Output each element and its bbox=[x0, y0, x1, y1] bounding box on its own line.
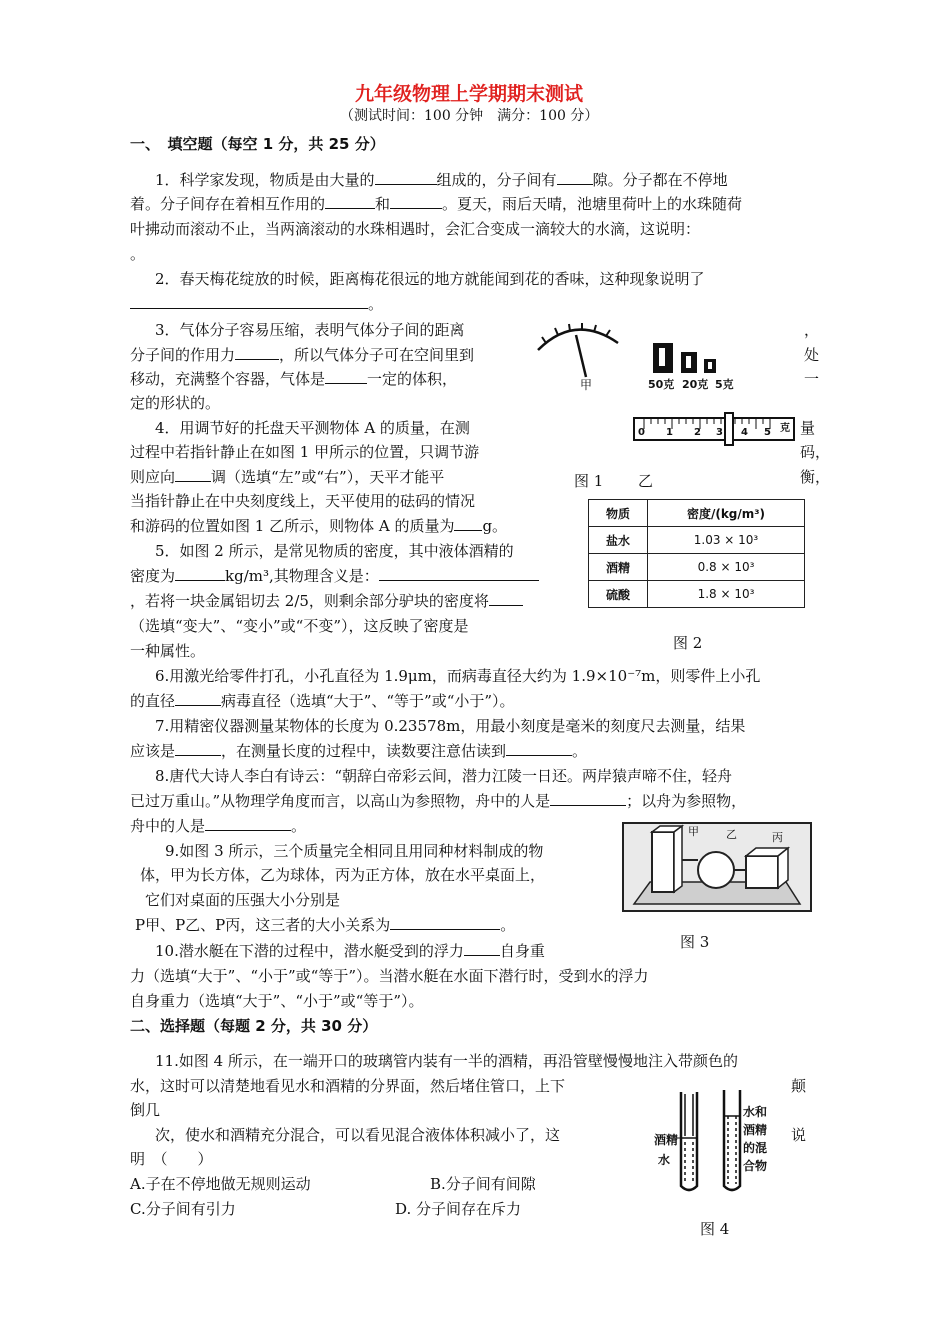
weight-50-label: 50克 bbox=[648, 378, 675, 391]
table-row bbox=[589, 554, 805, 581]
q4-line5: 和游码的位置如图 1 乙所示，则物体 A 的质量为 g。 bbox=[130, 517, 508, 535]
q1-line1: 1．科学家发现，物质是由大量的 组成的，分子间有 隙。分子都在不停地 bbox=[155, 171, 728, 189]
q4-line4: 当指针静止在中央刻度线上，天平使用的砝码的情况 bbox=[130, 492, 476, 510]
table-cell: 1.03 × 10³ bbox=[648, 527, 805, 554]
balance-diagram bbox=[530, 315, 800, 495]
q3-line2: 分子间的作用力 ，所以气体分子可在空间里到 bbox=[130, 346, 475, 364]
q4-line3: 则应向 调（选填“左”或“右”），天平才能平 bbox=[130, 468, 445, 486]
q2-line2: 。 bbox=[130, 294, 383, 314]
q11-line4: 次，使水和酒精充分混合，可以看见混合液体体积减小了，这 bbox=[155, 1126, 561, 1144]
q1-line4: 。 bbox=[130, 245, 146, 263]
table-cell: 0.8 × 10³ bbox=[648, 554, 805, 581]
q1-line3: 叶拂动而滚动不止，当两滴滚动的水珠相遇时，会汇合变成一滴较大的水滴，这说明： bbox=[130, 220, 701, 238]
q9-line3: 它们对桌面的压强大小分别是 bbox=[145, 891, 341, 909]
ruler-tick-0: 0 bbox=[638, 427, 645, 438]
fig4-label-alcohol: 酒精 bbox=[654, 1133, 679, 1147]
q11-line4-right: 说 bbox=[791, 1126, 807, 1144]
figure-3 bbox=[622, 822, 812, 912]
q3-right-3: 一 bbox=[804, 370, 820, 388]
weight-20-label: 20克 bbox=[682, 378, 709, 391]
fig3-bing-label: 丙 bbox=[772, 831, 783, 844]
table-cell: 酒精 bbox=[589, 554, 648, 581]
q5-line5: 一种属性。 bbox=[130, 642, 206, 660]
q11-line2-right: 颠 bbox=[791, 1077, 807, 1095]
option-c[interactable]: C.分子间有引力 bbox=[130, 1200, 236, 1218]
q4-right-3: 衡， bbox=[800, 468, 831, 486]
q7-line1: 7.用精密仪器测量某物体的长度为 0.23578m，用最小刻度是毫米的刻度尺去测量，结果 bbox=[155, 717, 746, 735]
section-1-heading: 一、 填空题（每空 1 分，共 25 分） bbox=[130, 135, 385, 153]
table-header: 密度/(kg/m³) bbox=[648, 500, 805, 527]
fig1-caption: 图 1 bbox=[574, 472, 604, 490]
q2-line1: 2．春天梅花绽放的时候，距离梅花很远的地方就能闻到花的香味，这种现象说明了 bbox=[155, 270, 705, 288]
q3-line3: 移动，充满整个容器，气体是 一定的体积， bbox=[130, 370, 458, 388]
q8-line1: 8.唐代大诗人李白有诗云：“朝辞白帝彩云间，潜力江陵一日还。两岸猿声啼不住，轻舟 bbox=[155, 767, 732, 785]
q3-right-1: ， bbox=[804, 321, 820, 339]
q6-line2: 的直径 病毒直径（选填“大于”、“等于”或“小于”）。 bbox=[130, 692, 515, 710]
option-d[interactable]: D. 分子间存在斥力 bbox=[395, 1200, 522, 1218]
q5-line1: 5．如图 2 所示，是常见物质的密度，其中液体酒精的 bbox=[155, 542, 514, 560]
q3-right-2: 处 bbox=[804, 346, 820, 364]
q4-line2: 过程中若指针静止在如图 1 甲所示的位置，只调节游 bbox=[130, 443, 480, 461]
table-cell: 盐水 bbox=[589, 527, 648, 554]
q11-line2: 水，这时可以清楚地看见水和酒精的分界面，然后堵住管口，上下 bbox=[130, 1077, 566, 1095]
q5-line3: ，若将一块金属铝切去 2/5，则剩余部分驴块的密度将 bbox=[130, 591, 523, 611]
fig4-label-mix-1: 水和 bbox=[743, 1105, 768, 1119]
q10-line2: 力（选填“大于”、“小于”或“等于”）。当潜水艇在水面下潜行时，受到水的浮力 bbox=[130, 967, 649, 985]
q8-line2: 已过万重山。”从物理学角度而言，以高山为参照物，舟中的人是 ；以舟为参照物， bbox=[130, 792, 747, 810]
figure-4 bbox=[648, 1086, 788, 1198]
fig3-jia-label: 甲 bbox=[688, 825, 699, 838]
ruler-tick-1: 1 bbox=[666, 427, 673, 438]
q10-line1: 10.潜水艇在下潜的过程中，潜水艇受到的浮力 自身重 bbox=[155, 942, 545, 960]
q3-line4: 定的形状的。 bbox=[130, 394, 221, 412]
option-b[interactable]: B.分子间有间隙 bbox=[430, 1175, 536, 1193]
fig3-yi-label: 乙 bbox=[726, 828, 737, 841]
q4-right-2: 码， bbox=[800, 443, 831, 461]
q11-line3: 倒几 bbox=[130, 1101, 161, 1119]
q8-line3: 舟中的人是 。 bbox=[130, 817, 307, 835]
fig4-caption: 图 4 bbox=[700, 1220, 730, 1238]
q7-line2: 应该是 ，在测量长度的过程中，读数要注意估读到 。 bbox=[130, 742, 588, 760]
q6-line1: 6.用激光给零件打孔，小孔直径为 1.9μm，而病毒直径大约为 1.9×10⁻⁷m，则零件上小孔 bbox=[155, 667, 761, 685]
q5-line2: 密度为 kg/m³,其物理含义是： bbox=[130, 566, 539, 586]
fig3-caption: 图 3 bbox=[680, 933, 710, 951]
q3-line1: 3．气体分子容易压缩，表明气体分子间的距离 bbox=[155, 321, 465, 339]
q4-line1: 4．用调节好的托盘天平测物体 A 的质量，在测 bbox=[155, 419, 470, 437]
q9-line1: 9.如图 3 所示，三个质量完全相同且用同种材料制成的物 bbox=[165, 842, 544, 860]
test-info: （测试时间：100 分钟 满分：100 分） bbox=[340, 108, 599, 124]
option-a[interactable]: A.子在不停地做无规则运动 bbox=[130, 1175, 311, 1193]
table-cell: 1.8 × 10³ bbox=[648, 581, 805, 608]
ruler-tick-5: 5 bbox=[764, 427, 771, 438]
q9-line4: P甲、P乙、P丙，这三者的大小关系为 。 bbox=[135, 916, 516, 934]
ruler-unit: 克 bbox=[780, 423, 790, 434]
ruler-tick-2: 2 bbox=[694, 427, 701, 438]
q1-line2: 着。分子间存在着相互作用的 和 。夏天，雨后天晴，池塘里荷叶上的水珠随荷 bbox=[130, 195, 743, 213]
fig2-caption: 图 2 bbox=[673, 634, 703, 652]
q10-line3: 自身重力（选填“大于”、“小于”或“等于”）。 bbox=[130, 992, 424, 1010]
q5-line4: （选填“变大”、“变小”或“不变”），这反映了密度是 bbox=[130, 617, 469, 635]
table-header: 物质 bbox=[589, 500, 648, 527]
ruler-tick-3: 3 bbox=[716, 427, 723, 438]
fig4-label-mix-4: 合物 bbox=[743, 1159, 768, 1173]
page-title: 九年级物理上学期期末测试 bbox=[355, 83, 584, 105]
table-cell: 硫酸 bbox=[589, 581, 648, 608]
q11-line5: 明 （ ） bbox=[130, 1150, 213, 1168]
weight-5-label: 5克 bbox=[715, 378, 734, 391]
fig4-label-mix-3: 的混 bbox=[743, 1141, 768, 1155]
q11-line1: 11.如图 4 所示，在一端开口的玻璃管内装有一半的酒精，再沿管壁慢慢地注入带颜色的 bbox=[155, 1052, 738, 1070]
q9-line2: 体，甲为长方体，乙为球体，丙为正方体，放在水平桌面上， bbox=[140, 866, 546, 884]
table-row bbox=[589, 581, 805, 608]
q4-right-1: 量 bbox=[800, 419, 816, 437]
figure-2-density-table bbox=[588, 499, 805, 608]
fig4-label-water: 水 bbox=[658, 1153, 671, 1167]
fig1-jia-label: 甲 bbox=[580, 378, 593, 392]
table-row bbox=[589, 527, 805, 554]
fig1-yi-label: 乙 bbox=[638, 472, 654, 490]
ruler-tick-4: 4 bbox=[741, 427, 748, 438]
shapes-on-table-diagram bbox=[622, 822, 812, 912]
figure-1 bbox=[530, 315, 800, 495]
section-2-heading: 二、选择题（每题 2 分，共 30 分） bbox=[130, 1017, 378, 1035]
fig4-label-mix-2: 酒精 bbox=[743, 1123, 768, 1137]
